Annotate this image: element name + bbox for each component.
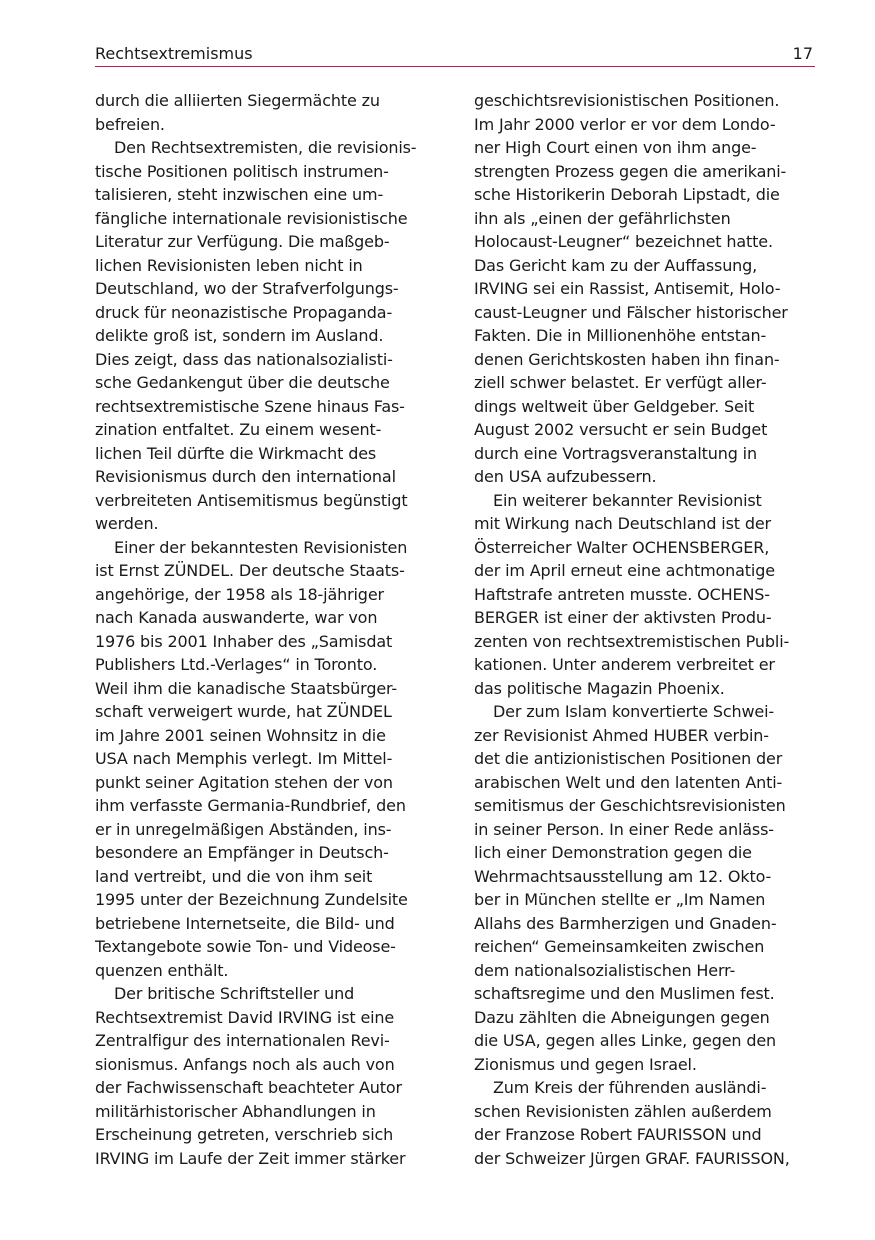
text-line: August 2002 versucht er sein Budget xyxy=(474,420,768,439)
text-line: zination entfaltet. Zu einem wesent- xyxy=(95,420,382,439)
text-line: mit Wirkung nach Deutschland ist der xyxy=(474,514,771,533)
text-line: in seiner Person. In einer Rede anläss- xyxy=(474,819,774,839)
text-line: land vertreibt, und die von ihm seit xyxy=(95,866,373,886)
text-line: USA nach Memphis verlegt. Im Mittel- xyxy=(95,749,393,768)
text-line: Rechtsextremist David IRVING ist eine xyxy=(95,1007,395,1027)
text-line: denen Gerichtskosten haben ihn finan- xyxy=(474,349,780,369)
text-line: Dazu zählten die Abneigungen gegen xyxy=(474,1007,770,1027)
text-line: schaftsregime und den Muslimen fest. xyxy=(474,984,775,1003)
text-line: zer Revisionist Ahmed HUBER verbin- xyxy=(474,725,769,745)
text-line: sche Gedankengut über die deutsche xyxy=(95,373,390,392)
text-line: angehörige, der 1958 als 18-jähriger xyxy=(95,584,384,604)
text-line: Zionismus und gegen Israel. xyxy=(474,1054,697,1074)
text-line: Zum Kreis der führenden ausländi- xyxy=(493,1078,767,1097)
text-line: verbreiteten Antisemitismus begünstigt xyxy=(95,490,408,510)
text-line: Im Jahr 2000 verlor er vor dem Londo- xyxy=(474,114,776,134)
text-line: lichen Revisionisten leben nicht in xyxy=(95,255,363,275)
text-line: dings weltweit über Geldgeber. Seit xyxy=(474,396,755,416)
text-line: militärhistorischer Abhandlungen in xyxy=(95,1101,376,1121)
text-line: Einer der bekanntesten Revisionisten xyxy=(114,537,408,557)
text-line: Ein weiterer bekannter Revisionist xyxy=(493,490,762,510)
page-header xyxy=(95,44,815,67)
text-line: Zentralfigur des internationalen Revi- xyxy=(95,1031,390,1050)
text-line: der Fachwissenschaft beachteter Autor xyxy=(95,1078,402,1097)
text-line: besondere an Empfänger in Deutsch- xyxy=(95,843,389,862)
text-line: kationen. Unter anderem verbreitet er xyxy=(474,655,775,674)
text-line: Fakten. Die in Millionenhöhe entstan- xyxy=(474,326,767,345)
text-line: arabischen Welt und den latenten Anti- xyxy=(474,772,783,792)
left-column xyxy=(95,89,445,1170)
text-line: Dies zeigt, dass das nationalsozialisti- xyxy=(95,349,393,369)
text-line: werden. xyxy=(95,514,159,533)
text-line: Den Rechtsextremisten, die revisionis- xyxy=(114,138,417,157)
text-line: 1995 unter der Bezeichnung Zundelsite xyxy=(95,890,408,909)
text-line: talisieren, steht inzwischen eine um- xyxy=(95,185,384,204)
text-line: lich einer Demonstration gegen die xyxy=(474,843,752,862)
text-line: quenzen enthält. xyxy=(95,960,229,980)
right-column xyxy=(474,89,824,1170)
text-line: BERGER ist einer der aktivsten Produ- xyxy=(474,608,772,627)
text-line: Der britische Schriftsteller und xyxy=(114,984,355,1003)
text-line: der Schweizer Jürgen GRAF. FAURISSON, xyxy=(474,1148,790,1168)
text-line: er in unregelmäßigen Abständen, ins- xyxy=(95,819,392,839)
text-line: druck für neonazistische Propaganda- xyxy=(95,302,393,322)
text-line: strengten Prozess gegen die amerikani- xyxy=(474,161,787,181)
text-line: befreien. xyxy=(95,114,165,134)
text-line: schaft verweigert wurde, hat ZÜNDEL xyxy=(95,702,392,721)
text-line: der im April erneut eine achtmonatige xyxy=(474,561,775,580)
text-line: ber in München stellte er „Im Namen xyxy=(474,890,766,909)
text-line: 1976 bis 2001 Inhaber des „Samisdat xyxy=(95,631,393,651)
text-line: ner High Court einen von ihm ange- xyxy=(474,138,757,157)
text-line: schen Revisionisten zählen außerdem xyxy=(474,1101,772,1121)
text-line: Publishers Ltd.-Verlages“ in Toronto. xyxy=(95,655,378,674)
text-line: durch eine Vortragsveranstaltung in xyxy=(474,443,757,463)
text-line: Haftstrafe antreten musste. OCHENS- xyxy=(474,584,770,604)
text-line: ist Ernst ZÜNDEL. Der deutsche Staats- xyxy=(95,561,405,580)
text-line: der Franzose Robert FAURISSON und xyxy=(474,1125,762,1144)
running-title: Rechtsextremismus xyxy=(95,44,253,63)
text-line: lichen Teil dürfte die Wirkmacht des xyxy=(95,443,377,463)
text-line: Holocaust-Leugner“ bezeichnet hatte. xyxy=(474,232,773,251)
text-line: semitismus der Geschichtsrevisionisten xyxy=(474,796,786,815)
text-line: Allahs des Barmherzigen und Gnaden- xyxy=(474,913,777,933)
text-line: ziell schwer belastet. Er verfügt aller- xyxy=(474,373,767,392)
text-line: tische Positionen politisch instrumen- xyxy=(95,161,389,181)
text-line: caust-Leugner und Fälscher historischer xyxy=(474,302,788,322)
text-line: ihn als „einen der gefährlichsten xyxy=(474,208,731,228)
text-line: Erscheinung getreten, verschrieb sich xyxy=(95,1125,394,1144)
text-line: rechtsextremistische Szene hinaus Fas- xyxy=(95,396,405,416)
text-line: IRVING im Laufe der Zeit immer stärker xyxy=(95,1148,406,1168)
text-line: betriebene Internetseite, die Bild- und xyxy=(95,913,395,933)
text-line: den USA aufzubessern. xyxy=(474,467,657,486)
text-line: sionismus. Anfangs noch als auch von xyxy=(95,1054,395,1074)
text-line: zenten von rechtsextremistischen Publi- xyxy=(474,631,790,651)
text-line: Deutschland, wo der Strafverfolgungs- xyxy=(95,279,399,298)
text-line: das politische Magazin Phoenix. xyxy=(474,678,725,698)
text-line: Weil ihm die kanadische Staatsbürger- xyxy=(95,678,398,698)
text-line: Textangebote sowie Ton- und Videose- xyxy=(95,937,396,956)
text-line: Das Gericht kam zu der Auffassung, xyxy=(474,255,758,275)
text-line: ihm verfasste Germania-Rundbrief, den xyxy=(95,796,406,815)
text-line: punkt seiner Agitation stehen der von xyxy=(95,772,393,792)
text-line: Revisionismus durch den international xyxy=(95,467,396,486)
text-line: reichen“ Gemeinsamkeiten zwischen xyxy=(474,937,765,956)
text-line: dem nationalsozialistischen Herr- xyxy=(474,960,736,980)
text-line: die USA, gegen alles Linke, gegen den xyxy=(474,1031,777,1050)
text-line: Der zum Islam konvertierte Schwei- xyxy=(493,702,775,721)
text-line: geschichtsrevisionistischen Positionen. xyxy=(474,91,780,110)
text-line: Wehrmachtsausstellung am 12. Okto- xyxy=(474,866,772,886)
text-line: Literatur zur Verfügung. Die maßgeb- xyxy=(95,232,390,251)
text-line: Österreicher Walter OCHENSBERGER, xyxy=(474,537,770,557)
text-line: sche Historikerin Deborah Lipstadt, die xyxy=(474,185,780,204)
text-line: fängliche internationale revisionistische xyxy=(95,208,408,228)
text-line: nach Kanada auswanderte, war von xyxy=(95,608,378,627)
text-line: delikte groß ist, sondern im Ausland. xyxy=(95,326,384,345)
text-line: det die antizionistischen Positionen der xyxy=(474,749,783,768)
text-line: IRVING sei ein Rassist, Antisemit, Holo- xyxy=(474,279,781,298)
page-number: 17 xyxy=(792,44,813,63)
text-line: durch die alliierten Siegermächte zu xyxy=(95,91,380,110)
text-line: im Jahre 2001 seinen Wohnsitz in die xyxy=(95,725,386,745)
